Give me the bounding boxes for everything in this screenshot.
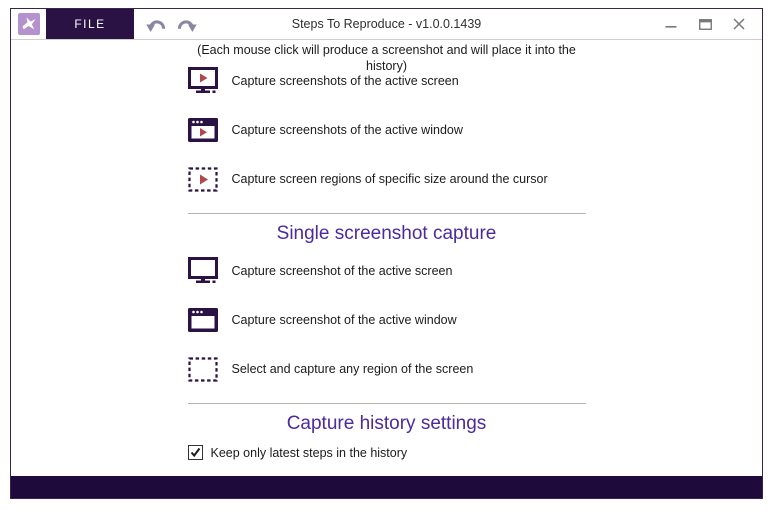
capture-row-label: Select and capture any region of the screen xyxy=(231,362,474,376)
window-record-icon xyxy=(188,118,218,142)
undo-arrow-icon xyxy=(146,16,167,33)
region-icon xyxy=(188,357,218,382)
maximize-icon xyxy=(699,19,712,30)
minimize-button[interactable] xyxy=(658,11,684,37)
keep-latest-checkbox[interactable] xyxy=(188,445,203,460)
capture-row-select-region[interactable] xyxy=(188,354,586,384)
capture-row-cursor-region-record[interactable] xyxy=(188,164,586,194)
file-menu-button[interactable]: FILE xyxy=(46,9,134,39)
checkmark-icon xyxy=(190,447,201,458)
window-title: Steps To Reproduce - v1.0.0.1439 xyxy=(291,17,482,31)
section-divider xyxy=(188,213,586,214)
close-icon xyxy=(733,18,745,30)
minimize-icon xyxy=(665,18,677,30)
redo-arrow-icon xyxy=(176,16,197,33)
region-record-icon xyxy=(188,167,218,192)
instruction-text: (Each mouse click will produce a screenshot and will place it into the history) xyxy=(197,43,576,73)
capture-row-label: Capture screen regions of specific size around the cursor xyxy=(231,172,548,186)
capture-row-active-screen-single[interactable] xyxy=(188,256,586,286)
status-bar xyxy=(11,476,762,498)
capture-row-label: Capture screenshots of the active screen xyxy=(231,74,459,88)
section-divider xyxy=(188,403,586,404)
window-controls xyxy=(658,9,762,39)
app-logo[interactable] xyxy=(18,13,40,35)
capture-row-label: Capture screenshot of the active window xyxy=(231,313,457,327)
capture-row-active-window-record[interactable] xyxy=(188,115,586,145)
single-capture-list xyxy=(188,256,586,384)
quick-access-toolbar xyxy=(146,9,197,39)
screen-record-icon xyxy=(188,67,218,95)
capture-row-label: Capture screenshot of the active screen xyxy=(231,264,453,278)
maximize-button[interactable] xyxy=(692,11,718,37)
title-bar xyxy=(11,9,762,40)
main-content xyxy=(11,40,762,476)
app-window xyxy=(10,8,763,499)
keep-latest-row[interactable] xyxy=(188,445,586,460)
redo-button[interactable] xyxy=(176,16,197,33)
capture-row-label: Capture screenshots of the active window xyxy=(231,123,463,137)
bird-logo-icon xyxy=(20,15,38,33)
capture-row-active-window-single[interactable] xyxy=(188,305,586,335)
single-capture-heading: Single screenshot capture xyxy=(276,223,497,244)
keep-latest-label: Keep only latest steps in the history xyxy=(210,445,408,460)
window-icon xyxy=(188,308,218,332)
continuous-capture-list xyxy=(188,66,586,194)
undo-button[interactable] xyxy=(146,16,167,33)
close-button[interactable] xyxy=(726,11,752,37)
history-settings-heading: Capture history settings xyxy=(286,413,487,434)
screen-icon xyxy=(188,257,218,285)
